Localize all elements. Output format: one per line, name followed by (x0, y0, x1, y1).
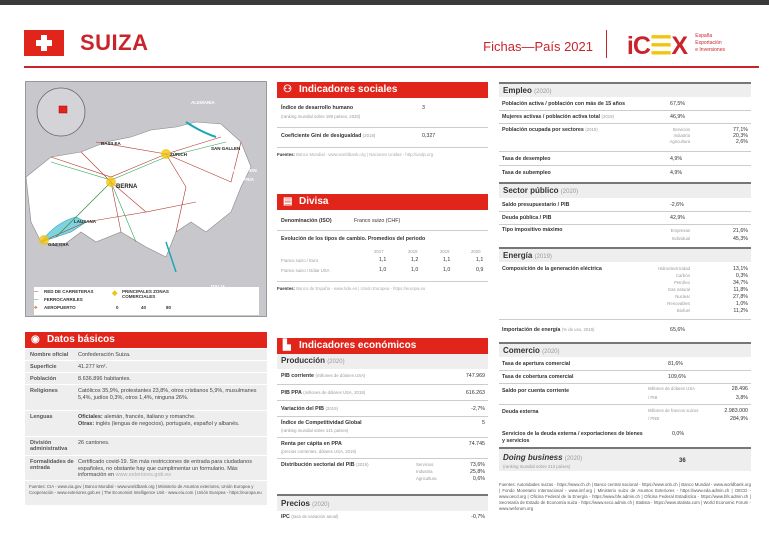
divider (499, 404, 751, 405)
target-icon: ◉ (31, 334, 40, 345)
divider (277, 384, 488, 385)
table-row: Superficie 41.277 km². (25, 361, 267, 372)
divider (499, 211, 751, 212)
country-map (25, 81, 267, 317)
divider (499, 224, 751, 225)
divider (277, 230, 488, 231)
divisa-header: ▤ Divisa (277, 194, 488, 210)
map-legend: — RED DE CARRETERAS — FERROCARRILES ✈ AEROPUERTO ◆ PRINCIPALES ZONAS COMERCIALES 0 40 80 (34, 287, 259, 315)
map-label-alemania: ALEMANIA (191, 100, 215, 105)
country-title: SUIZA (80, 30, 149, 55)
map-graphic (26, 82, 267, 317)
produccion-header: Producción (2020) (277, 354, 488, 369)
series-title: Fichas—País 2021 (483, 39, 593, 54)
precios-header: Precios (2020) (277, 494, 488, 511)
road-legend-icon: — (34, 289, 39, 294)
zone-legend-icon: ◆ (112, 290, 118, 297)
comercio-header: Comercio (2020) (499, 342, 751, 357)
idh-value: 3 (422, 105, 425, 111)
table-row: Religiones Católicos 35,9%, protestantes 23,8%, otros cristianos 5,9%, musulmanes 5,4%, judíos 0,3%, otros 1,4%, ninguna 26%. (25, 385, 267, 410)
exteriores-link[interactable]: www.exteriores.gob.es (115, 472, 171, 478)
divider (499, 110, 751, 111)
sociales-sources: Fuentes: Banco Mundial - www.worldbank.org | Naciones Unidas - http://undp.org (277, 152, 434, 157)
divider (277, 458, 488, 459)
doing-business-value: 36 (679, 458, 686, 464)
right-sources: Fuentes: Autoridades suizas - https://www.ch.ch | Banco central nacional - https://www.snb.ch | Banco Mundial - www.worldbank.org | Fondo Monetario Internacional - www.imf.org | Ministerio suizo de Asuntos Exteriores - https://www.eda.admin.ch | OECD - www.oecd.org | Oficina Federal de la Energía - https://www.bfe.admin.ch | Oficina Federal Estadística - https://www.bfs.admin.ch | Secretaría de Estado de Economía suiza - https://www.seco.admin.ch | Statista - https://www.statista.com | World Economic Forum - www.weforum.org (499, 482, 751, 511)
divider (499, 123, 751, 124)
map-city-lausana: LAUSANA (74, 219, 96, 224)
divider (277, 400, 488, 401)
map-label-austria: AUSTRIA (234, 177, 254, 182)
table-row: Formalidades de entrada Certificado covid-19. Sin más restricciones de entrada para ciudadanos españoles, no obstante hay que cumplimentar un formulario. Más información en www.exteriores.gob.es (25, 456, 267, 480)
divider (277, 416, 488, 417)
header-rule (24, 66, 759, 68)
coins-icon: ▤ (283, 196, 293, 207)
swiss-flag-icon (24, 30, 64, 56)
map-label-francia: FRANCIA (38, 167, 59, 172)
doing-business-header: Doing business (2020) (ranking mundial sobre 213 países) 36 (499, 447, 751, 471)
divider (499, 383, 751, 384)
datos-basicos-header: ◉ Datos básicos (25, 332, 267, 348)
divider (277, 147, 488, 148)
divider (499, 370, 751, 371)
map-city-ginebra: GINEBRA (48, 242, 69, 247)
map-city-zurich: ZÚRICH (170, 152, 187, 157)
table-row: Lenguas Oficiales: alemán, francés, italiano y romanche. Otras: inglés (lengua de negocios), portugués, español y albanés. (25, 411, 267, 436)
icex-subtitle: España Exportación e Inversiones (695, 33, 725, 53)
divisa-sources: Fuentes: Banco de España - www.bde.es | Unión Europea - https://europa.eu (277, 286, 426, 291)
logo-divider (606, 30, 607, 58)
icex-logo: iC☰X (626, 32, 687, 60)
divider (277, 437, 488, 438)
empleo-header: Empleo (2020) (499, 82, 751, 97)
divider (277, 127, 488, 128)
map-city-basilea: BASILEA (101, 141, 121, 146)
table-row: División administrativa 26 cantones. (25, 437, 267, 455)
economicos-header: ▙ Indicadores económicos (277, 338, 488, 354)
bar-chart-icon: ▙ (283, 340, 291, 351)
sociales-header: ⚇ Indicadores sociales (277, 82, 488, 98)
airplane-icon: ✈ (34, 305, 38, 310)
divider (499, 165, 751, 166)
sector-publico-header: Sector público (2020) (499, 182, 751, 198)
map-city-san-gallen: SAN GALLEN (211, 146, 241, 151)
table-row: Población 8.636.896 habitantes. (25, 373, 267, 384)
gini-value: 0,327 (422, 133, 436, 139)
map-label-liechtenstein: LIECHTENSTEIN (221, 168, 257, 173)
person-icon: ⚇ (283, 84, 292, 95)
page-header (24, 30, 759, 60)
divider (277, 281, 488, 282)
map-city-berna: BERNA (116, 184, 138, 190)
denom-value: Franco suizo (CHF) (354, 218, 401, 224)
datos-basicos-sources: Fuentes: CIA - www.cia.gov | Banco Mundial - www.worldbank.org | Ministerio de Asuntos exteriores, Unión Europea y Cooperación - www.exteriores.gob.es | The Economist Intelligence Unit - www.eiu.com | Unión Europea - https://europa.eu (25, 481, 267, 505)
divider (499, 151, 751, 152)
table-row: Nombre oficial Confederación Suiza. (25, 349, 267, 360)
rail-legend-icon: — (34, 297, 39, 302)
divider (499, 319, 751, 320)
top-bar (0, 0, 769, 5)
energia-header: Energía (2019) (499, 247, 751, 262)
